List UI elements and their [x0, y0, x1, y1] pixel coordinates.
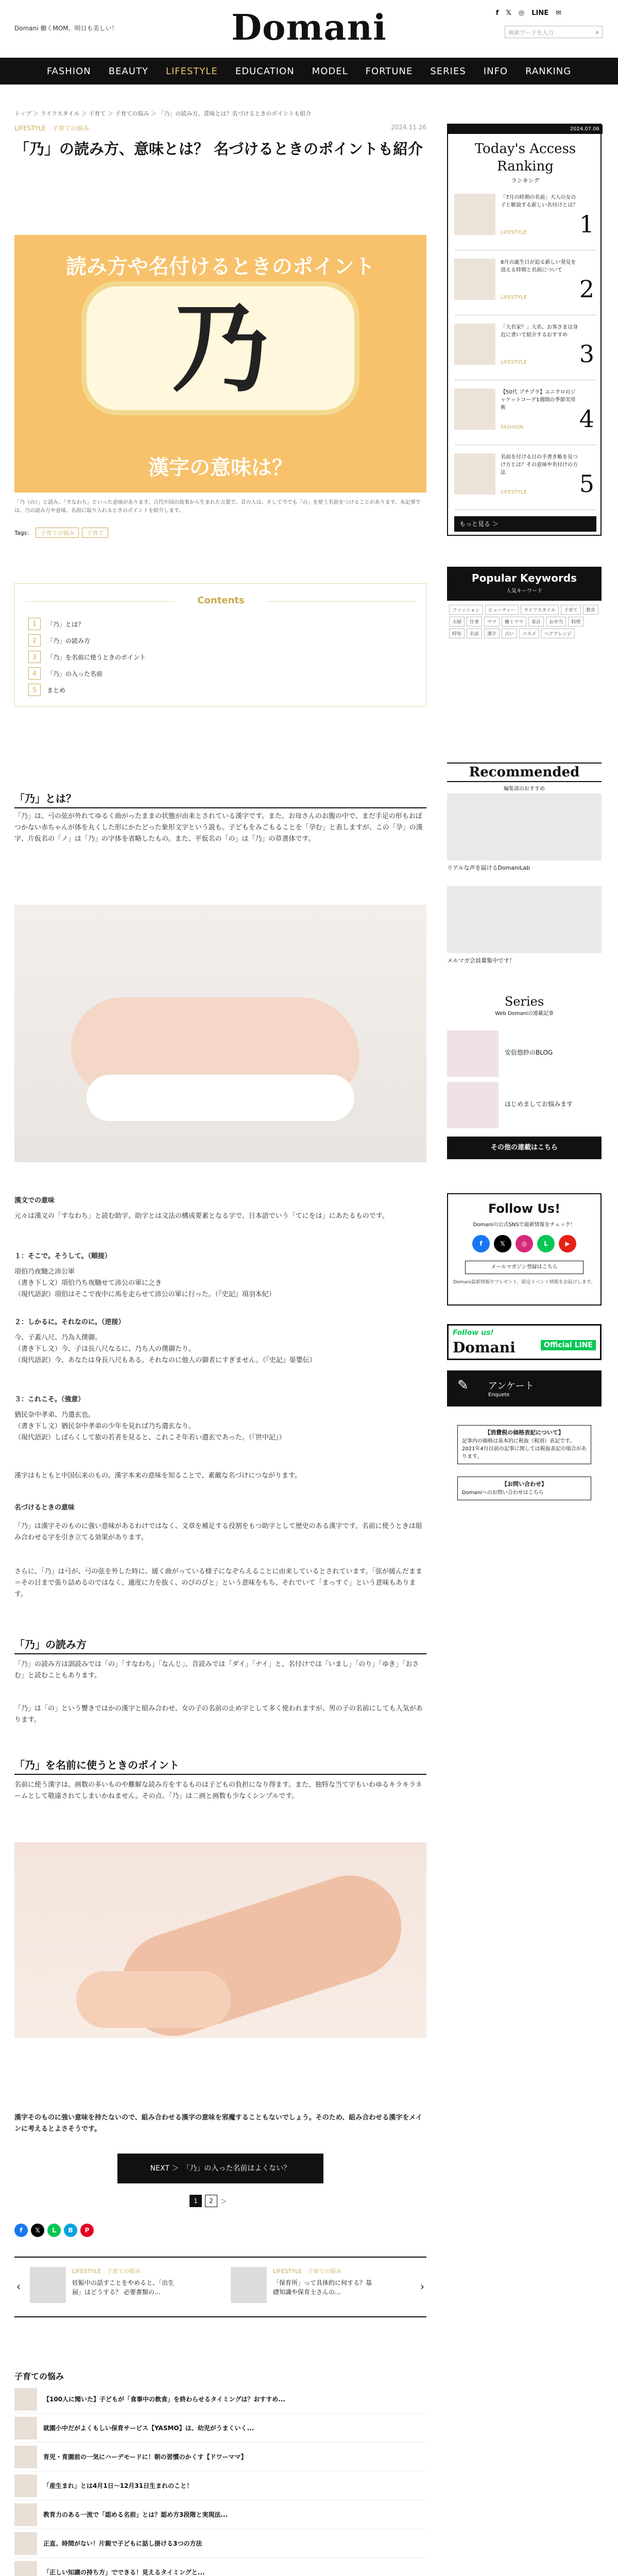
- recommended-item[interactable]: リアルな声を届けるDomaniLab: [447, 793, 602, 876]
- baby-photo: [14, 905, 426, 1162]
- series-section: [447, 994, 602, 1016]
- recommended-title: Recommended: [447, 762, 602, 782]
- meaning-heading: ３：これこそ。（強意）: [14, 1396, 85, 1403]
- site-tagline: Domani 働くMOM。明日も美しい！: [14, 25, 118, 32]
- share-buttons: [14, 2224, 94, 2237]
- enquete-banner[interactable]: ✎ アンケート Enquete: [447, 1370, 602, 1406]
- site-header: [0, 0, 618, 57]
- list-item[interactable]: 育児・育園前の一気にハーデモードに！朝の習慣のかくす【ドワーママ】: [14, 2443, 426, 2471]
- toc-item[interactable]: 2 「乃」の読み方: [28, 632, 146, 649]
- x-icon[interactable]: 𝕏: [31, 2224, 44, 2237]
- keyword[interactable]: 料理: [568, 617, 583, 626]
- blanket-shape: [87, 1075, 354, 1121]
- paragraph: 「乃」は漢字そのものに強い意味があるわけではなく、文章を補足する役割をもつ助字として歴史のある漢字です。名前に使うときは組み合わせる字を引き立てる効果があります。: [14, 1522, 422, 1541]
- popular-subtitle: 人気キーワード: [506, 588, 542, 594]
- keyword[interactable]: ライフスタイル: [521, 605, 559, 615]
- hero-image: [14, 235, 426, 493]
- hero-caption: 「乃（の）」と読み、「すなわち」といった意味があります。古代中国の故事から生まれた言葉で、昔の人は、そして今でも「の」を使う名前をつけることがあります。本記事では、乃の読み方や意味、名前に取り入れるときのポイントを紹介します。: [14, 500, 421, 514]
- site-logo[interactable]: Domani: [231, 7, 387, 48]
- pagination: [190, 2195, 227, 2207]
- paragraph: 「乃」は、弓の弦が外れてゆるく曲がったままの状態が由来とされている漢字です。また、お母さんのお腹の中で、まだ手足の形もおぼつかない赤ちゃんが体を丸くした形にかたどった象形文字という説も。子どもをみごもることを「孕む」と表しますが、この「孕」の漢字、片仮名の「ノ」は「乃」の字体を省略したもの。また、平仮名の「の」は「乃」の草書体です。: [14, 812, 423, 843]
- keyword[interactable]: 名前: [467, 629, 482, 638]
- prev-title[interactable]: 妊娠中の話すことをやめると、「出生届」はどうする？ 必要書類の...: [72, 2279, 175, 2296]
- article-title: 「乃」の読み方、意味とは？ 名づけるときのポイントも紹介: [14, 140, 423, 158]
- hero-subheading: 漢字の意味は？: [148, 456, 293, 480]
- facebook-icon[interactable]: f: [495, 9, 499, 17]
- x-icon[interactable]: 𝕏: [494, 1235, 511, 1252]
- ranking-item[interactable]: 「大名家？」大名、お客さまは身近に書いて紹介するおすすめ LIFESTYLE 3: [454, 319, 596, 380]
- recommended-item[interactable]: メルマガ会員募集中です！: [447, 886, 602, 969]
- chevron-left-icon[interactable]: ‹: [16, 2280, 21, 2293]
- hero-heading: 読み方や名付けるときのポイント: [66, 255, 375, 279]
- toc-item[interactable]: 3 「乃」を名前に使うときのポイント: [28, 649, 146, 665]
- pinterest-icon[interactable]: P: [80, 2224, 94, 2237]
- list-item[interactable]: 「産生まれ」とは4月1日〜12月31日生まれのこと！: [14, 2471, 426, 2500]
- prev-next-articles: [14, 2257, 426, 2317]
- keyword[interactable]: 漢字: [484, 629, 500, 638]
- instagram-icon[interactable]: ◎: [516, 1235, 533, 1252]
- follow-subtitle: Domaniの公式SNSで最新情報をチェック！: [473, 1222, 576, 1228]
- paragraph: 漢字そのものに強い意味を持たないので、組み合わせる漢字の意味を邪魔することもないでしょう。そのため、組み合わせる漢字をメインに考えるとよさそうです。: [14, 2114, 422, 2133]
- subheading: 名づけるときの意味: [14, 1504, 75, 1512]
- keyword[interactable]: ファッション: [449, 605, 483, 615]
- newsletter-note: Domani最新情報やプレゼント、限定イベント情報をお届けします。: [453, 1280, 596, 1285]
- toc-item[interactable]: 1 「乃」とは？: [28, 616, 146, 632]
- next-title[interactable]: 「保育所」って具体的に何する？基礎知識や保育士さんの...: [273, 2279, 372, 2296]
- list-item[interactable]: 就園小中だがよくもしい保育サービス【YASMO】は、幼児がうまくいく...: [14, 2414, 426, 2443]
- series-title: Series: [504, 994, 544, 1009]
- nav-info[interactable]: INFO: [483, 65, 508, 77]
- tag-list: [14, 528, 108, 538]
- ranking-item[interactable]: 「7月の時期の名前」大人の女の子と解説する新しい名付けとは？ LIFESTYLE 1: [454, 190, 596, 250]
- article-date: 2024.11.26: [391, 124, 426, 131]
- prev-category: LIFESTYLE 子育ての悩み: [72, 2268, 141, 2275]
- toc-title: Contents: [197, 595, 245, 606]
- list-item[interactable]: 教育力のある一流で「認める名前」とは？認め方3段階と実現法...: [14, 2500, 426, 2529]
- instagram-icon[interactable]: ◎: [518, 9, 525, 17]
- hatena-icon[interactable]: B: [64, 2224, 77, 2237]
- next-page-button[interactable]: NEXT ＞ 「乃」の入った名前はよくない？: [117, 2154, 323, 2183]
- sidebar: [447, 124, 602, 1875]
- series-thumbnail: [447, 1030, 499, 1077]
- next-thumbnail[interactable]: [231, 2267, 267, 2303]
- recommended-image: [447, 886, 602, 953]
- paragraph: 「乃」は「の」という響きではかの漢字と組み合わせ、女の子の名前の止め字として多く使われますが、男の子の名前にしても人気があります。: [14, 1705, 423, 1724]
- section-heading: 「乃」を名前に使うときのポイント: [14, 1757, 426, 1775]
- x-icon[interactable]: 𝕏: [506, 9, 511, 17]
- nav-fortune[interactable]: FORTUNE: [365, 65, 413, 77]
- section-heading: 「乃」の読み方: [14, 1636, 426, 1654]
- chevron-right-icon[interactable]: ＞: [220, 2197, 227, 2205]
- ranking-more-button[interactable]: もっと見る ＞: [454, 516, 596, 532]
- paragraph: 漢字はもともと中国伝来のもの。漢字本来の意味を知ることで、素敵な名づけにつながります。: [14, 1472, 301, 1480]
- list-item[interactable]: 「正しい知識の持ち方」でできる！見えるタイミングと...: [14, 2558, 426, 2576]
- keyword[interactable]: コスメ: [519, 629, 539, 638]
- series-item[interactable]: はじめましてお悩みます: [447, 1082, 602, 1128]
- line-icon[interactable]: LINE: [531, 9, 549, 17]
- keyword[interactable]: 時短: [449, 629, 465, 638]
- follow-us-box: [447, 1193, 602, 1306]
- prev-thumbnail[interactable]: [30, 2267, 66, 2303]
- popular-title: Popular Keywords: [471, 572, 577, 584]
- paragraph: 「乃」の読み方は訓読みでは「の」「すなわち」「なんじ」、音読みでは「ダイ」「ナイ」と、名付けでは「いまし」「のり」「ゆき」「おさむ」と読むこともあります。: [14, 1660, 419, 1680]
- keyword[interactable]: 働くママ: [502, 617, 526, 626]
- breadcrumb[interactable]: トップ ＞ ライフスタイル ＞ 子育て ＞ 子育ての悩み ＞ 「乃」の読み方、意味とは？名づけるときのポイントも紹介: [14, 110, 312, 117]
- paragraph: 元々は漢文の「すなわち」と読む助字。助字とは文法の構成要素となる字で、日本語でいう「てにをは」にあたるものです。: [14, 1212, 389, 1220]
- toc-item[interactable]: 4 「乃」の入った名前: [28, 665, 146, 682]
- baby-hand-shape: [76, 1971, 231, 2028]
- list-item[interactable]: 正直、時間がない！片親で子どもに話し掛ける3つの方法: [14, 2529, 426, 2558]
- page-2[interactable]: 2: [205, 2195, 217, 2207]
- facebook-icon[interactable]: f: [472, 1235, 490, 1252]
- example: 今、子蓋八尺、乃為人僕御。 （書き下し文）今、子は長八尺なるに、乃ち人の僕御たり。 （現代語訳）今、あなたは身長八尺もある。それなのに他人の御者にすぎません。（『史記』晏嬰伝）: [14, 1334, 316, 1364]
- nav-education[interactable]: EDUCATION: [235, 65, 295, 77]
- example: 項伯乃夜馳之沛公軍 （書き下し文）項伯乃ち夜馳せて沛公の軍に之き （現代語訳）項伯はそこで夜中に馬を走らせて沛公の軍に行った。（『史記』項羽本紀）: [14, 1268, 276, 1298]
- recommended-subtitle: 編集部のおすすめ: [503, 786, 545, 792]
- paragraph: さらに、「乃」は弓が、弓の弦を外した時に、緩く曲がっている様子になぞらえることに由来しているとされています。「弦が緩んだまま＝その日まで張り詰めるのではなく、適度に力を抜く、のびのびと」という意味をもち、それでいて「まっすぐ」という意味もあります。: [14, 1568, 422, 1598]
- line-official-banner[interactable]: Follow us! Domani Official LINE: [447, 1324, 602, 1360]
- series-thumbnail: [447, 1082, 499, 1128]
- global-nav: [0, 58, 618, 84]
- nav-lifestyle[interactable]: LIFESTYLE: [165, 65, 218, 77]
- mail-icon[interactable]: ✉: [556, 9, 561, 17]
- newsletter-button[interactable]: メールマガジン登録はこちら: [465, 1261, 583, 1274]
- series-item[interactable]: 安倍悠紗のBLOG: [447, 1030, 602, 1077]
- list-item[interactable]: 【100人に聞いた】子どもが「食事中の飲食」を終わらせるタイミングは？おすすめ...: [14, 2385, 426, 2414]
- nav-model[interactable]: MODEL: [312, 65, 348, 77]
- keyword[interactable]: ヘアアレンジ: [541, 629, 575, 638]
- line-icon[interactable]: L: [537, 1235, 555, 1252]
- line-icon[interactable]: L: [47, 2224, 61, 2237]
- table-of-contents: [14, 583, 426, 707]
- baby-hand-photo: [14, 1842, 426, 2100]
- search-icon[interactable]: ⌕: [595, 28, 599, 36]
- related-title: 子育ての悩み: [14, 2371, 64, 2381]
- keyword[interactable]: 教育: [583, 605, 598, 615]
- article: [14, 124, 426, 2576]
- keyword[interactable]: お弁当: [546, 617, 566, 626]
- search-input[interactable]: 検索ワードを入力: [505, 26, 603, 38]
- next-category: LIFESTYLE 子育ての悩み: [273, 2268, 342, 2275]
- fur-shape: [14, 2038, 426, 2100]
- ranking-item[interactable]: 8月の誕生日が迫る新しい発見を迎える時期と名前について LIFESTYLE 2: [454, 255, 596, 315]
- meaning-heading: ２：しかるに。それなのに。（逆接）: [14, 1318, 125, 1326]
- keyword[interactable]: 家計: [528, 617, 544, 626]
- tax-notice: 【消費税の価格表記について】 記事内の価格は基本的に税抜（税別）表記です。2021年4月以前の記事に関しては税抜表記の場合があります。: [457, 1425, 591, 1464]
- youtube-icon[interactable]: ▶: [559, 1235, 576, 1252]
- hero-kanji: 乃: [171, 291, 269, 405]
- nav-beauty[interactable]: BEAUTY: [108, 65, 148, 77]
- article-category[interactable]: LIFESTYLE 子育ての悩み: [14, 125, 90, 132]
- recommended-section: [447, 762, 602, 792]
- section-heading: 「乃」とは？: [14, 790, 426, 808]
- more-series-button[interactable]: その他の連載はこちら: [447, 1137, 602, 1159]
- contact-notice[interactable]: 【お問い合わせ】 Domaniへのお問い合わせはこちら: [457, 1477, 591, 1500]
- ranking-box: [447, 124, 602, 536]
- nav-ranking[interactable]: RANKING: [525, 65, 572, 77]
- page-1[interactable]: 1: [190, 2195, 202, 2207]
- tag-item[interactable]: 子育ての悩み: [36, 528, 79, 538]
- keyword[interactable]: 占い: [502, 629, 517, 638]
- subheading: 漢文での意味: [14, 1197, 55, 1205]
- ranking-title: Today's Access Ranking: [474, 141, 576, 174]
- keyword[interactable]: ビューティー: [485, 605, 519, 615]
- header-socials: [496, 9, 561, 17]
- related-articles: [14, 2370, 426, 2576]
- tags-label: Tags：: [14, 530, 33, 536]
- keyword[interactable]: 子育て: [561, 605, 581, 615]
- chevron-right-icon[interactable]: ›: [420, 2280, 424, 2293]
- toc-item[interactable]: 5 まとめ: [28, 682, 146, 698]
- keyword[interactable]: ママ: [484, 617, 500, 626]
- pencil-icon: ✎: [457, 1378, 469, 1393]
- facebook-icon[interactable]: f: [14, 2224, 28, 2237]
- series-subtitle: Web Domaniの連載記事: [495, 1011, 554, 1016]
- keyword[interactable]: 夫婦: [449, 617, 465, 626]
- tag-item[interactable]: 子育て: [82, 528, 108, 538]
- recommended-image: [447, 793, 602, 860]
- paragraph: 名前に使う漢字は、画数の多いものや難解な読み方をするものは子どもの負担になり得ます。また、独特な当て字もいわゆるキラキラネームとして敬遠されてしまいかねません。その点、「乃」は二画と画数も少なくシンプルです。: [14, 1781, 422, 1800]
- meaning-heading: １：そこで。そうして。（順接）: [14, 1252, 111, 1260]
- keyword[interactable]: 仕事: [467, 617, 482, 626]
- ranking-item[interactable]: 【50代 プチプラ】ユニクロのジャケットコーデ1週間の季節実用術 FASHION 4: [454, 384, 596, 445]
- keyword-list: [447, 601, 602, 642]
- popular-keywords: [447, 567, 602, 642]
- ranking-subtitle: ランキング: [511, 177, 540, 184]
- nav-series[interactable]: SERIES: [430, 65, 466, 77]
- example: 猶民奈中孝弟、乃遣玄也。 （書き下し文）猶民奈中孝弟の少年を見れば乃ち遣玄なり。 （現代語訳）しばらくして旅の若者を見ると、これこそ年若い遣玄であった。（『世中記』）: [14, 1411, 286, 1442]
- ranking-date: 2024.07.06: [448, 125, 603, 134]
- follow-title: Follow Us!: [488, 1201, 561, 1216]
- ranking-item[interactable]: 名前を付ける日の手書き帳を見つけ方とは？その意味や名付けの方法 LIFESTYLE 5: [454, 449, 596, 510]
- nav-fashion[interactable]: FASHION: [46, 65, 91, 77]
